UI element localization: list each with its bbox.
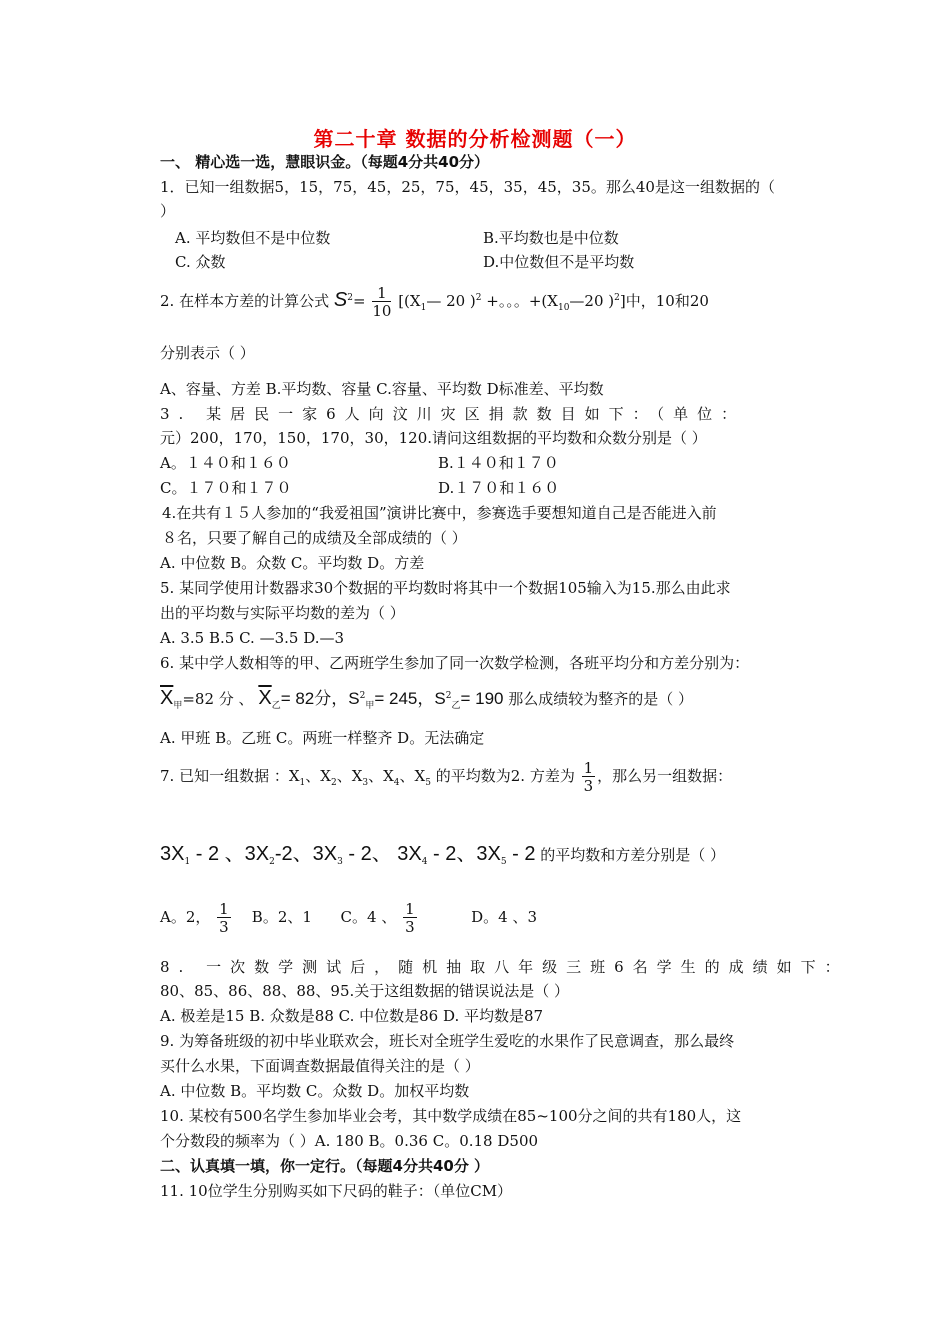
q2-s-symbol: S	[333, 289, 348, 311]
q6-sub-c: 甲	[365, 701, 375, 711]
question-5: 5. 某同学使用计数器求30个数据的平均数时将其中一个数据105输入为15.那么由此求	[160, 579, 731, 597]
q2-sub10: 10	[557, 303, 570, 313]
q2-options: A、容量、方差 B.平均数、容量 C.容量、平均数 D标准差、平均数	[160, 380, 604, 398]
q2-fraction	[372, 285, 391, 320]
q5-options: A. 3.5 B.5 C. —3.5 D.—3	[160, 629, 344, 647]
q7-option-c: C。4 、	[340, 908, 397, 926]
q2-m3: +。。。+(X	[481, 292, 558, 310]
question-3	[160, 404, 745, 424]
q6-formula: $\overline{X}_甲=82$ 分 、 $\overline{X}_乙= 82$分，$S^2_甲= 245$，$S^2_乙= 190$ 那么成绩较为整齐的是（ ）	[160, 687, 694, 711]
question-4-cont: ８名，只要了解自己的成绩及全部成绩的（ ）	[162, 529, 467, 547]
question-8	[160, 957, 849, 977]
question-1-cont: ）	[160, 202, 176, 220]
q4-options: A. 中位数 B。众数 C。平均数 D。方差	[160, 554, 425, 572]
q2-frac-den: 10	[372, 301, 392, 320]
question-11: 11. 10位学生分别购买如下尺码的鞋子：（单位CM）	[160, 1182, 513, 1200]
q1-option-c: C. 众数	[175, 253, 226, 271]
question-2: 2. 在样本方差的计算公式 $S^2=$ $\frac{1}{10}$ [($X_1—$ 20 )$^2$ +。。。$+(X_{10}—20$ )$^2$]中，10和20	[160, 283, 709, 320]
q7-post: ，那么另一组数据：	[597, 767, 733, 785]
q2-sub1: 1	[420, 303, 427, 313]
section-2-heading: 二、认真填一填，你一定行。（每题4分共40分 ）	[160, 1157, 490, 1175]
q7-tail: 的平均数和方差分别是（ ）	[540, 846, 726, 864]
question-10-cont: 个分数段的频率为（ ）A. 180 B。0.36 C。0.18 D500	[160, 1132, 539, 1150]
q7-frac-den: 3	[583, 776, 594, 795]
q7-option-b: B。2、1	[251, 908, 312, 926]
q2-m2: — 20 )	[426, 292, 476, 310]
q7c-den: 3	[405, 917, 415, 936]
q1-option-b: B.平均数也是中位数	[483, 229, 619, 247]
question-10: 10. 某校有500名学生参加毕业会考，其中数学成绩在85~100分之间的共有180人，这	[160, 1107, 742, 1125]
question-8-cont: 80、85、86、88、88、95.关于这组数据的错误说法是（ ）	[160, 982, 570, 1000]
page-title: 第二十章 数据的分析检测题（一）	[313, 127, 637, 151]
q7-fraction	[582, 760, 596, 795]
q6-tail: 那么成绩较为整齐的是（ ）	[508, 690, 694, 708]
q6-x-bar-a: $\overline{X}$	[160, 687, 174, 709]
question-7: 7. 已知一组数据 ：$X_1$、$X_2$、$X_3$、$X_4$、$X_5$ 的平均数为2. 方差为 $\frac{1}{3}$ ，那么另一组数据：	[160, 758, 733, 795]
section-1-heading: 一、 精心选一选，慧眼识金。（每题4分共40分）	[160, 153, 490, 171]
q2-post: ]中，10和20	[619, 292, 709, 310]
q9-options: A. 中位数 B。平均数 C。众数 D。加权平均数	[160, 1082, 470, 1100]
q2-eq: =	[352, 292, 366, 310]
q6-value-c: = 245，S	[374, 689, 446, 708]
q7-option-c-fraction	[403, 901, 417, 936]
q7-formula: $3X_1 - 2$ 、$3X_2-2$、$3X_3 - 2$、 $3X_4 - 2$、$3X_5 - 2$ 的平均数和方差分别是（ ）	[160, 843, 726, 867]
q2-mid: [(X	[398, 292, 421, 310]
q7-mid: 的平均数为2. 方差为	[435, 767, 575, 785]
q6-sub-b: 乙	[271, 701, 281, 711]
q7-option-d: D。4 、3	[471, 908, 537, 926]
question-5-cont: 出的平均数与实际平均数的差为（ ）	[160, 604, 405, 622]
q7-option-a-fraction	[217, 901, 231, 936]
q7a-den: 3	[219, 917, 229, 936]
q6-x-bar-b: $\overline{X}$	[258, 687, 272, 709]
q6-sub-d: 乙	[451, 701, 461, 711]
q2-sup-b: 2	[614, 293, 620, 303]
q2-frac-num: 1	[372, 285, 391, 302]
q6-options: A. 甲班 B。乙班 C。两班一样整齐 D。无法确定	[160, 729, 485, 747]
q3-option-a: A。１４０和１６０	[160, 454, 291, 472]
q3-line1: 3. 某居民一家6人向汶川灾区捐款数目如下：（单位：	[160, 405, 746, 423]
q7c-num: 1	[405, 899, 415, 918]
q6-value-b: = 82分，S	[280, 689, 360, 708]
q1-option-a: A. 平均数但不是中位数	[175, 229, 331, 247]
q8-line1: 8. 一次数学测试后，随机抽取八年级三班6名学生的成绩如下：	[160, 958, 849, 976]
question-9-cont: 买什么水果，下面调查数据最值得关注的是（ ）	[160, 1057, 480, 1075]
question-6: 6. 某中学人数相等的甲、乙两班学生参加了同一次数学检测，各班平均分和方差分别为：	[160, 654, 750, 672]
q3-option-c: C。１７０和１７０	[160, 479, 292, 497]
q1-option-d: D.中位数但不是平均数	[483, 253, 635, 271]
question-9: 9. 为筹备班级的初中毕业联欢会，班长对全班学生爱吃的水果作了民意调查，那么最终	[160, 1032, 735, 1050]
q7a-num: 1	[219, 899, 229, 918]
q2-m4: —20 )	[569, 292, 615, 310]
q7-option-a: A。2，	[160, 908, 211, 926]
q3-option-d: D.１７０和１６０	[438, 479, 560, 497]
question-3-cont: 元）200，170，150，170，30，120.请问这组数据的平均数和众数分别是（ ）	[160, 429, 707, 447]
q6-value-d: = 190	[460, 689, 504, 708]
q6-sub-a: 甲	[173, 701, 183, 711]
q7-options	[160, 896, 537, 938]
question-1: 1．已知一组数据5，15，75，45，25，75，45，35，45，35。那么40是这一组数据的（	[160, 178, 775, 196]
question-4: 4.在共有１５人参加的“我爱祖国”演讲比赛中，参赛选手要想知道自己是否能进入前	[162, 504, 717, 522]
q2-prefix: 2. 在样本方差的计算公式	[160, 292, 330, 310]
q7-frac-num: 1	[583, 758, 594, 777]
q2-sup-a: 2	[475, 293, 482, 303]
q3-option-b: B.１４０和１７０	[438, 454, 559, 472]
q7-prefix: 7. 已知一组数据 ：X	[160, 767, 300, 785]
q8-options: A. 极差是15 B. 众数是88 C. 中位数是86 D. 平均数是87	[160, 1007, 544, 1025]
question-2-cont: 分别表示（ ）	[160, 344, 255, 362]
q6-value-a: =82 分 、	[182, 690, 254, 708]
